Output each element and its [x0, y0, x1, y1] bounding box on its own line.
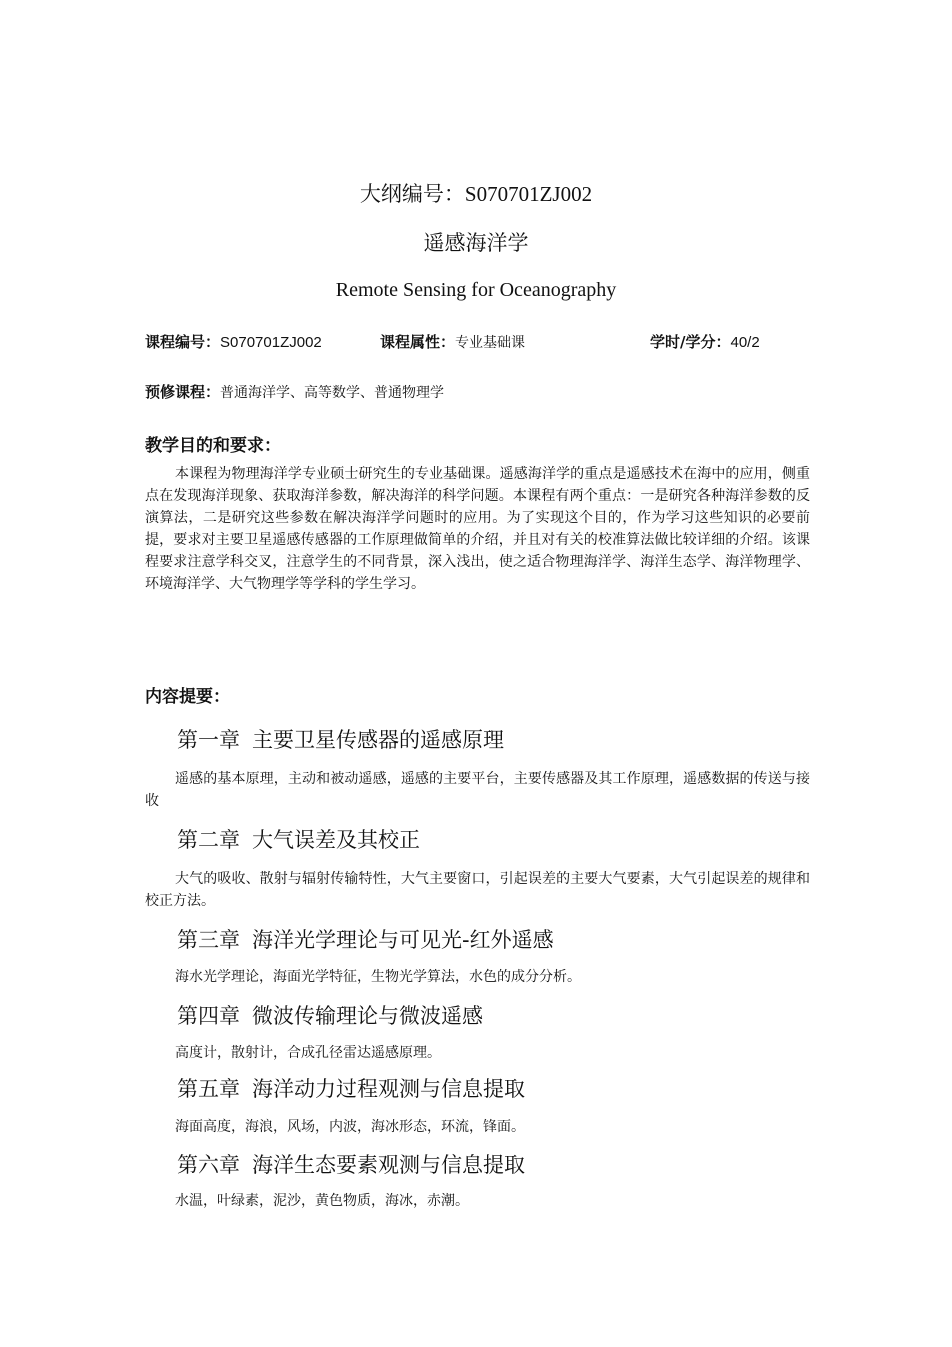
course-type-value: 专业基础课 [455, 335, 526, 351]
outline-number-value: S070701ZJ002 [464, 182, 593, 206]
chapter-6-desc: 水温，叶绿素，泥沙，黄色物质，海冰，赤潮。 [175, 1193, 469, 1209]
chapter-3-desc: 海水光学理论，海面光学特征，生物光学算法，水色的成分分析。 [175, 969, 581, 985]
chapter-number: 第五章 [177, 1077, 240, 1101]
chapter-4-desc: 高度计，散射计，合成孔径雷达遥感原理。 [175, 1045, 441, 1061]
chapter-5-heading [177, 1073, 525, 1103]
outline-number-label: 大纲编号： [359, 182, 465, 206]
chapter-4-heading [177, 1000, 483, 1030]
chapter-number: 第一章 [177, 728, 240, 752]
chapter-title: 海洋动力过程观测与信息提取 [252, 1077, 525, 1101]
chapter-title: 主要卫星传感器的遥感原理 [252, 728, 504, 752]
course-type-label: 课程属性： [380, 333, 456, 351]
chapter-3-heading [177, 924, 554, 954]
chapter-title: 海洋光学理论与可见光-红外遥感 [252, 928, 554, 952]
chapter-title: 海洋生态要素观测与信息提取 [252, 1153, 525, 1177]
outline-number [0, 178, 952, 208]
course-hours-label: 学时/学分： [650, 333, 731, 351]
course-title-en: Remote Sensing for Oceanography [335, 279, 617, 301]
course-code-label: 课程编号： [145, 333, 221, 351]
course-hours [650, 331, 760, 352]
chapter-number: 第四章 [177, 1004, 240, 1028]
prerequisites-value: 普通海洋学、高等数学、普通物理学 [220, 385, 445, 401]
chapter-2-desc: 大气的吸收、散射与辐射传输特性，大气主要窗口，引起误差的主要大气要素，大气引起误差的规律和校正方法。 [145, 871, 810, 909]
objectives-heading: 教学目的和要求： [145, 436, 281, 456]
content-heading: 内容提要： [145, 687, 230, 707]
chapter-1-desc: 遥感的基本原理，主动和被动遥感，遥感的主要平台，主要传感器及其工作原理，遥感数据的传送与接收 [145, 771, 810, 809]
objectives-paragraph: 本课程为物理海洋学专业硕士研究生的专业基础课。遥感海洋学的重点是遥感技术在海中的应用，侧重点在发现海洋现象、获取海洋参数，解决海洋的科学问题。本课程有两个重点：一是研究各种海洋参数的反演算法，二是研究这些参数在解决海洋学问题时的应用。为了实现这个目的，作为学习这些知识的必要前提，要求对主要卫星遥感传感器的工作原理做简单的介绍，并且对有关的校准算法做比较详细的介绍。该课程要求注意学科交叉，注意学生的不同背景，深入浅出，使之适合物理海洋学、海洋生态学、海洋物理学、环境海洋学、大气物理学等学科的学生学习。 [145, 466, 810, 592]
course-code-value: S070701ZJ002 [220, 334, 322, 351]
chapter-5-desc: 海面高度，海浪，风场，内波，海冰形态，环流，锋面。 [175, 1119, 525, 1135]
course-hours-value: 40/2 [730, 334, 760, 351]
course-title-cn: 遥感海洋学 [423, 231, 529, 255]
course-type [380, 331, 525, 352]
prerequisites-label: 预修课程： [145, 383, 221, 401]
chapter-6-heading [177, 1149, 525, 1179]
chapter-2-heading [177, 824, 420, 854]
chapter-1-heading [177, 724, 504, 754]
chapter-number: 第六章 [177, 1153, 240, 1177]
prerequisites [145, 381, 444, 402]
chapter-title: 大气误差及其校正 [252, 828, 420, 852]
chapter-number: 第三章 [177, 928, 240, 952]
chapter-title: 微波传输理论与微波遥感 [252, 1004, 483, 1028]
chapter-number: 第二章 [177, 828, 240, 852]
course-code [145, 331, 322, 352]
